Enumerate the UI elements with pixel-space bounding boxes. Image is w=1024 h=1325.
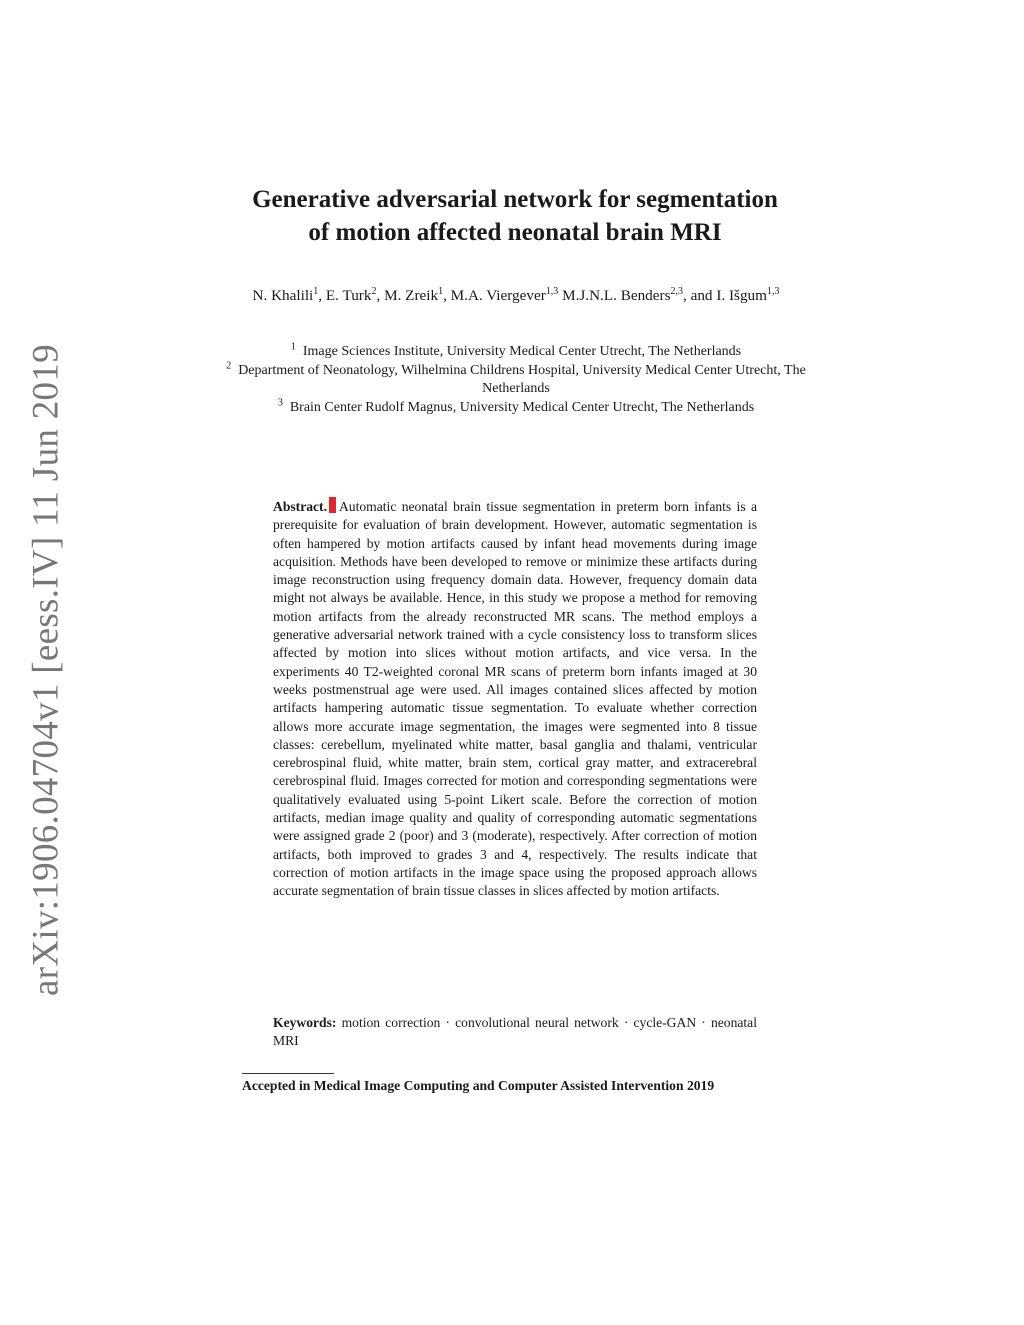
arxiv-identifier: arXiv:1906.04704v1 [eess.IV] 11 Jun 2019 [25,344,67,996]
abstract-text: Automatic neonatal brain tissue segmentation in preterm born infants is a prerequisite for evaluation of brain development. However, automatic segmentation is often hampered by motion artifacts caused by infant head movements during image acquisition. Methods have been developed to remove or minimize these artifacts during image reconstruction using frequency domain data. However, frequency domain data might not always be available. Hence, in this study we propose a method for removing motion artifacts from the already reconstructed MR scans. The method employs a generative adversarial network trained with a cycle consistency loss to transform slices affected by motion into slices without motion artifacts, and vice versa. In the experiments 40 T2-weighted coronal MR scans of preterm born infants imaged at 30 weeks postmenstrual age were used. All images contained slices affected by motion artifacts hampering automatic tissue segmentation. To evaluate whether correction allows more accurate image segmentation, the images were segmented into 8 tissue classes: cerebellum, myelinated white matter, basal ganglia and thalami, ventricular cerebrospinal fluid, white matter, brain stem, cortical gray matter, and extracerebral cerebrospinal fluid. Images corrected for motion and corresponding segmentations were qualitatively evaluated using 5-point Likert scale. Before the correction of motion artifacts, median image quality and quality of corresponding automatic segmentations were assigned grade 2 (poor) and 3 (moderate), respectively. After correction of motion artifacts, both improved to grades 3 and 4, respectively. The results indicate that correction of motion artifacts in the image space using the proposed approach allows accurate segmentation of brain tissue classes in slices affected by motion artifacts. [273,499,757,899]
affiliation [220,343,812,362]
author-affil-sup: 1,3 [545,285,559,297]
footnote-divider [242,1073,334,1074]
affiliation-text: Department of Neonatology, Wilhelmina Childrens Hospital, University Medical Center Utrecht, The Netherlands [238,362,806,396]
footnote-link-marker[interactable] [329,497,336,513]
author-affil-sup: 1,3 [766,285,780,297]
affiliation-text: Brain Center Rudolf Magnus, University Medical Center Utrecht, The Netherlands [289,399,755,415]
arxiv-sidebar-stamp [16,344,76,996]
affiliation-list [220,343,812,417]
affiliation [220,359,812,399]
affiliation-text: Image Sciences Institute, University Medical Center Utrecht, The Netherlands [302,344,742,359]
paper-title [200,183,830,249]
title-line-2: of motion affected neonatal brain MRI [308,219,722,246]
affiliation-number: 1 [290,341,296,353]
affiliation-number: 2 [226,359,232,371]
affiliation [220,396,812,418]
affiliation-number: 3 [277,396,283,408]
author-name: M.J.N.L. Benders [562,287,671,304]
keywords-text: motion correction · convolutional neural network · cycle-GAN · neonatal MRI [273,1015,757,1049]
author-name: E. Turk [325,287,372,304]
title-line-1: Generative adversarial network for segmentation [252,186,778,213]
author-affil-sup: 2 [371,285,377,297]
abstract [273,497,757,901]
author-affil-sup: 1 [313,285,319,297]
author-name: M. Zreik [384,287,439,304]
abstract-label: Abstract. [273,499,327,514]
keywords-label: Keywords: [273,1015,337,1030]
author-name: M.A. Viergever [450,287,546,304]
author-list: N. Khalili$^1$, E. Turk$^2$, M. Zreik$^1$, M.A. Viergever$^{1,3}$ M.J.N.L. Benders$^{2,3}$, and I. Išgum$^{1,3}$ [252,285,780,304]
author-name: N. Khalili [252,287,314,304]
footnote: Accepted in Medical Image Computing and Computer Assisted Intervention 2019 [242,1078,715,1093]
author-name: I. Išgum [716,287,767,304]
keywords [273,1014,757,1051]
author-affil-sup: 1 [438,285,444,297]
author-affil-sup: 2,3 [670,285,683,297]
